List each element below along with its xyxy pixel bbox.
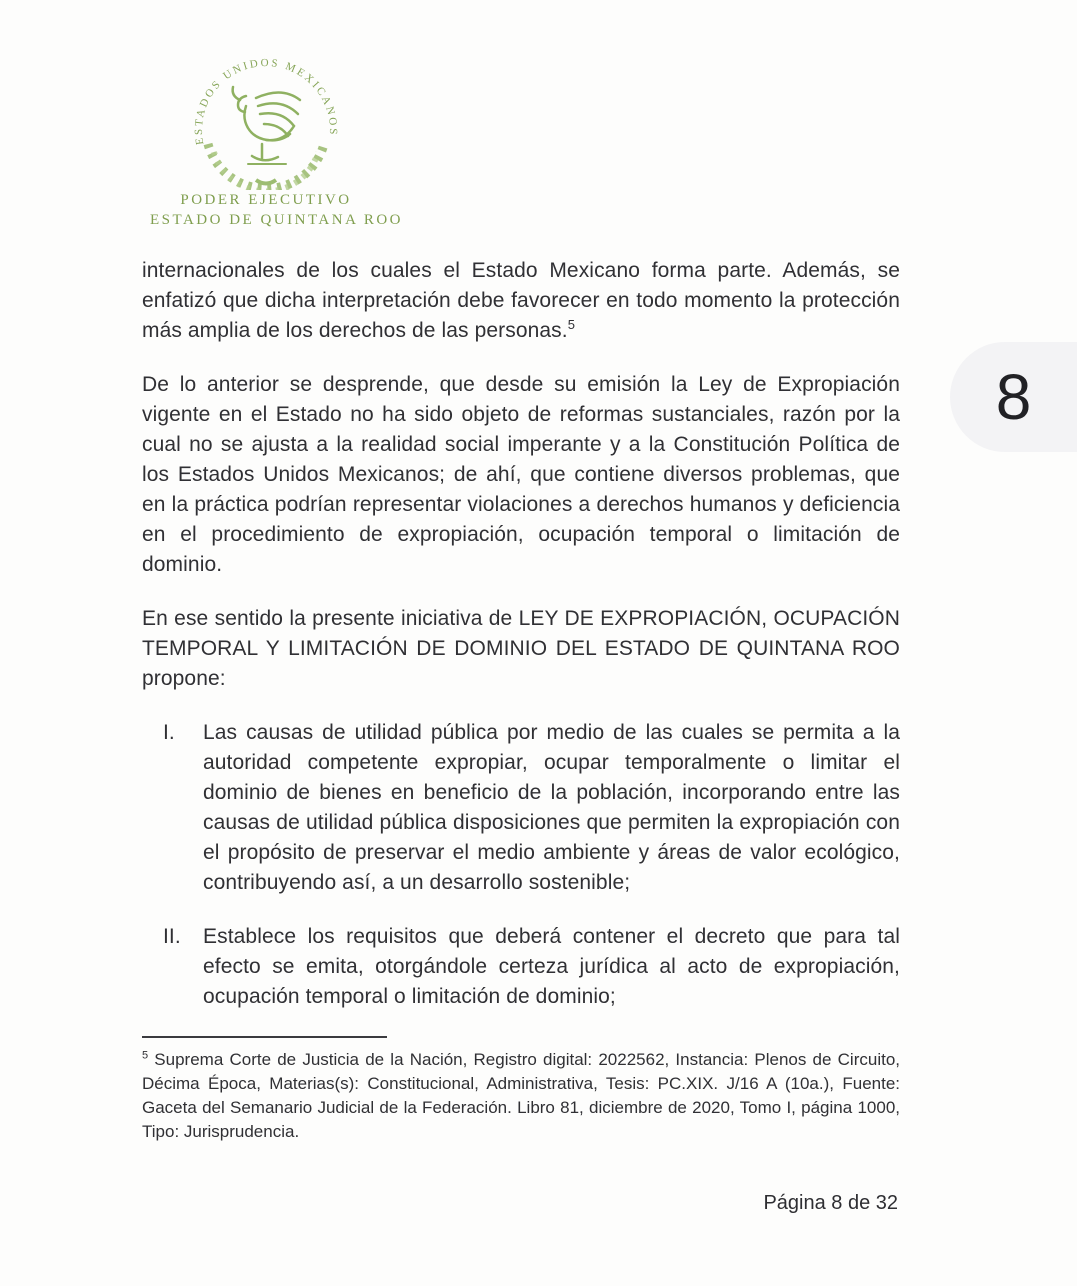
paragraph: En ese sentido la presente iniciativa de LEY DE EXPROPIACIÓN, OCUPACIÓN TEMPORAL Y LIMITACIÓN DE DOMINIO DEL ESTADO DE QUINTANA ROO propone: xyxy=(142,607,900,690)
list-item-text: Establece los requisitos que deberá contener el decreto que para tal efecto se emita, otorgándole certeza jurídica al acto de expropiación, ocupación temporal o limitación de dominio; xyxy=(203,925,900,1008)
list-item xyxy=(142,718,900,898)
paragraph xyxy=(142,256,900,346)
document-body xyxy=(142,256,900,1144)
paragraph-text: internacionales de los cuales el Estado Mexicano forma parte. Además, se enfatizó que dicha interpretación debe favorecer en todo momento la protección más amplia de los derechos de las personas. xyxy=(142,259,900,342)
page-number-badge xyxy=(950,342,1077,452)
footnote-text: Suprema Corte de Justicia de la Nación, Registro digital: 2022562, Instancia: Plenos de Circuito, Décima Época, Materias(s): Constitucional, Administrativa, Tesis: PC.XIX. J/16 A (10a.), Fuente: Gaceta del Semanario Judicial de la Federación. Libro 81, diciembre de 2020, Tomo I, página 1000, Tipo: Jurisprudencia. xyxy=(142,1050,900,1141)
list-item-numeral: II. xyxy=(163,925,181,948)
list-item-numeral: I. xyxy=(163,721,175,744)
list-item-text: Las causas de utilidad pública por medio de las cuales se permita a la autoridad competente expropiar, ocupar temporalmente o limitar el dominio de bienes en beneficio de la población, incorporando entre las causas de utilidad pública disposiciones que permiten la expropiación con el propósito de preservar el medio ambiente y áreas de valor ecológico, contribuyendo así, a un desarrollo sostenible; xyxy=(203,721,900,894)
seal-arc-text: ESTADOS UNIDOS MEXICANOS xyxy=(192,57,340,146)
list-item xyxy=(142,922,900,1012)
footnote-ref: 5 xyxy=(567,317,576,332)
paragraph: De lo anterior se desprende, que desde su emisión la Ley de Expropiación vigente en el Estado no ha sido objeto de reformas sustanciales, razón por la cual no se ajusta a la realidad social imperante y a la Constitución Política de los Estados Unidos Mexicanos; de ahí, que contiene diversos problemas, que en la práctica podrían representar violaciones a derechos humanos y deficiencia en el procedimiento de expropiación, ocupación temporal o limitación de dominio. xyxy=(142,373,900,576)
seal-ribbon xyxy=(256,180,276,184)
org-line-estado-quintana-roo: ESTADO DE QUINTANA ROO xyxy=(150,212,404,228)
letterhead xyxy=(150,48,404,230)
footnote-separator xyxy=(142,1036,387,1038)
page-number-badge-value: 8 xyxy=(995,361,1032,433)
org-line-poder-ejecutivo: PODER EJECUTIVO xyxy=(180,192,352,208)
mexico-national-seal-icon xyxy=(180,48,352,190)
footnote xyxy=(142,1048,900,1144)
eagle-figure xyxy=(233,87,300,164)
footnote-marker: 5 xyxy=(142,1049,149,1062)
page-footer-label: Página 8 de 32 xyxy=(763,1192,898,1214)
svg-text:ESTADOS UNIDOS MEXICANOS xyxy=(193,57,339,145)
